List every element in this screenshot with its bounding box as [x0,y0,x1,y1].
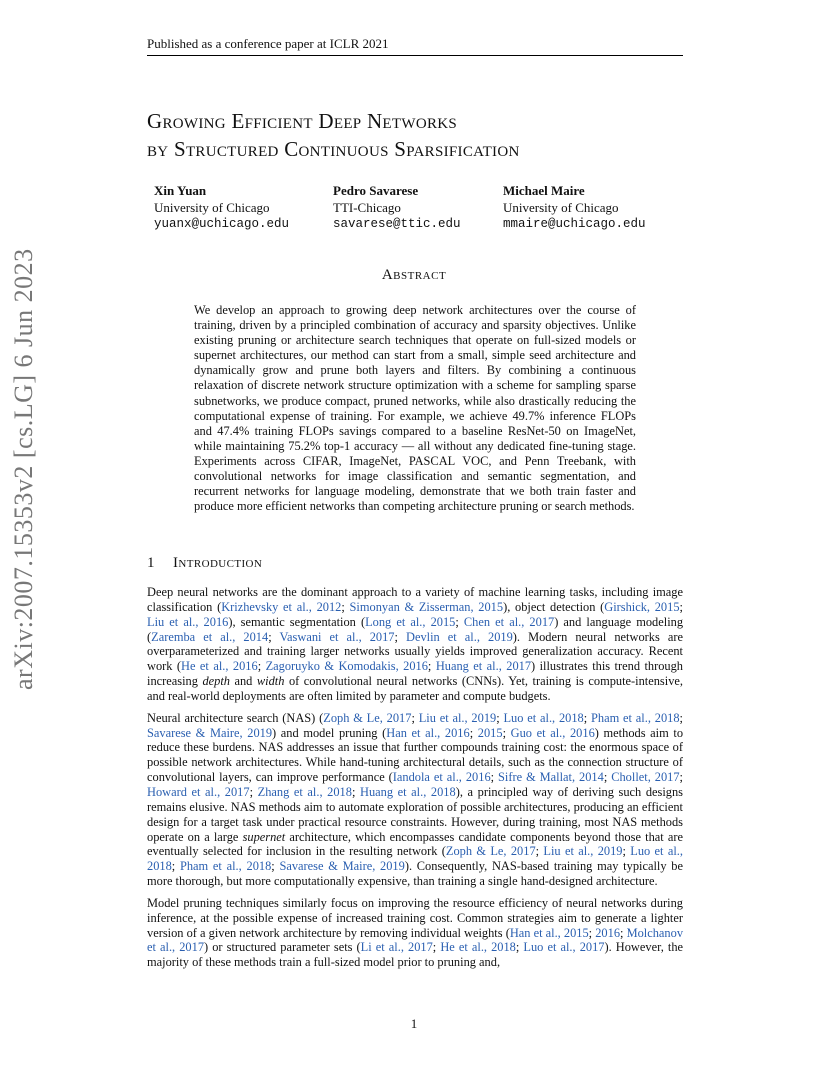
citation-link[interactable]: Zoph & Le, 2017 [323,710,412,725]
page-number: 1 [410,1016,418,1031]
arxiv-side-label[interactable]: arXiv:2007.15353v2 [cs.LG] 6 Jun 2023 [9,248,38,690]
body-text: ; [588,925,596,940]
body-text: ; [583,710,592,725]
body-text: ; [432,940,441,955]
citation-link[interactable]: Savarese & Maire, 2019 [147,725,273,740]
section-title: Introduction [173,555,263,571]
title-line-2: by Structured Continuous Sparsification [147,137,520,161]
body-text: architecture, which encompasses candidate components beyond those that are eventually selected for inclusion in the resulting network ( [147,829,683,859]
citation-link[interactable]: Luo et al., 2017 [523,940,605,955]
body-text: ; [515,940,524,955]
body-text: ). However, the majority of these methods train a full-sized model prior to pruning and, [147,940,684,970]
citation-link[interactable]: Long et al., 2015 [365,614,456,629]
citation-link[interactable]: Vaswani et al., 2017 [279,629,395,644]
emphasis-text: depth [202,674,230,689]
body-text: ; [171,859,180,874]
author-name: Xin Yuan [154,183,207,198]
citation-link[interactable]: Liu et al., 2019 [418,710,497,725]
title-line-1: Growing Efficient Deep Networks [147,109,458,133]
body-text: ; [341,599,350,614]
conference-header: Published as a conference paper at ICLR 2021 [147,36,683,56]
body-text: ). Consequently, NAS-based training may typically be more thorough, but more computationally expensive, than training a single hand-designed architecture. [147,859,683,889]
body-text: ; [351,784,360,799]
citation-link[interactable]: Li et al., 2017 [360,940,433,955]
body-text: ; [620,925,627,940]
citation-link[interactable]: He et al., 2016 [181,659,258,674]
emphasis-text: width [256,674,285,689]
abstract-text: We develop an approach to growing deep network architectures over the course of training, driven by a principled combination of accuracy and sparsity objectives. Unlike existing pruning or architecture search techniques that operate on full-sized models or supernet architectures, our method can start from a small, simple seed architecture and dynamically grow and prune both layers and filters. By combining a continuous relaxation of discrete network structure optimization with a scheme for sampling sparse subnetworks, we produce compact, pruned networks, while also drastically reducing the computational expense of training. For example, we achieve 49.7% inference FLOPs and 47.4% training FLOPs savings compared to a baseline ResNet-50 on ImageNet, while maintaining 75.2% top-1 accuracy — all without any dedicated fine-tuning stage. Experiments across CIFAR, ImageNet, PASCAL VOC, and Penn Treebank, with convolutional networks for image classification and semantic segmentation, and recurrent networks for language modeling, demonstrate that we both train faster and produce more efficient networks than competing architecture pruning or search methods. [194,303,636,514]
body-text: ) or structured parameter sets ( [204,940,361,955]
body-text: ; [502,725,511,740]
citation-link[interactable]: He et al., 2018 [440,940,516,955]
citation-link[interactable]: Molchanov et al., 2017 [147,925,684,955]
body-text: and [229,674,257,689]
citation-link[interactable]: 2016 [595,925,621,940]
body-text: ; [490,770,499,785]
citation-link[interactable]: Huang et al., 2017 [435,659,532,674]
citation-link[interactable]: Liu et al., 2016 [147,614,229,629]
citation-link[interactable]: Pham et al., 2018 [179,859,272,874]
author-name: Michael Maire [503,183,585,198]
body-text: ; [249,784,258,799]
body-text: ), object detection ( [503,599,605,614]
author-affiliation: TTI-Chicago [333,199,401,215]
body-text: ; [679,710,683,725]
author-affiliation: University of Chicago [154,199,270,215]
body-text: of convolutional neural networks (CNNs). Yet, training is compute-intensive, and real-world deployments are often limited by parameter and compute budgets. [147,674,683,703]
citation-link[interactable]: Zaremba et al., 2014 [151,629,269,644]
citation-link[interactable]: Han et al., 2016 [386,725,470,740]
intro-body [147,585,683,977]
body-text: ). Modern neural networks are overparameterized and training larger networks usually yields improved generalization accuracy. Recent work ( [147,629,683,674]
paragraph [147,585,683,704]
citation-link[interactable]: Guo et al., 2016 [510,725,595,740]
citation-link[interactable]: Zagoruyko & Komodakis, 2016 [265,659,428,674]
paragraph [147,896,683,970]
citation-link[interactable]: Liu et al., 2019 [543,844,623,859]
section-number: 1 [147,555,155,571]
author-name: Pedro Savarese [333,183,419,198]
body-text: ), semantic segmentation ( [228,614,366,629]
body-text: Neural architecture search (NAS) ( [147,710,324,725]
author-block-2 [333,183,461,233]
body-text: Deep neural networks are the dominant approach to a variety of machine learning tasks, including image classification ( [147,585,683,614]
citation-link[interactable]: Zoph & Le, 2017 [445,844,536,859]
citation-link[interactable]: Iandola et al., 2016 [392,770,491,785]
citation-link[interactable]: Zhang et al., 2018 [257,784,352,799]
citation-link[interactable]: Girshick, 2015 [604,599,680,614]
paragraph [147,711,683,889]
citation-link[interactable]: Luo et al., 2018 [147,844,683,874]
citation-link[interactable]: Chollet, 2017 [611,770,680,785]
body-text: ; [603,770,612,785]
citation-link[interactable]: Huang et al., 2018 [360,784,456,799]
paper-title [147,107,707,163]
section-heading [147,555,262,572]
body-text: ; [455,614,464,629]
author-affiliation: University of Chicago [503,199,619,215]
body-text: ), a principled way of deriving such designs remains elusive. NAS methods aim to automate exploration of possible architectures, producing an efficient design for a target task under practical resource constraints. However, during training, most NAS methods operate on a large [147,784,683,844]
body-text: ; [496,710,504,725]
body-text: ; [469,725,478,740]
body-text: ) and language modeling ( [147,614,684,644]
author-block-1 [154,183,289,233]
citation-link[interactable]: Devlin et al., 2019 [406,629,513,644]
citation-link[interactable]: Han et al., 2015 [509,925,589,940]
abstract-heading: Abstract [381,267,447,283]
body-text: ; [268,629,280,644]
body-text: ; [394,629,407,644]
body-text: ; [427,659,436,674]
body-text: Model pruning techniques similarly focus on improving the resource efficiency of neural networks during inference, at the possible expense of increased training cost. Common strategies aim to generate a lighter version of a given network architecture by removing individual weights ( [147,895,683,940]
body-text: ) and model pruning ( [272,725,387,740]
author-email[interactable]: mmaire@uchicago.edu [503,217,646,231]
citation-link[interactable]: 2015 [477,725,503,740]
body-text: ; [411,710,419,725]
emphasis-text: supernet [242,829,286,844]
citation-link[interactable]: Krizhevsky et al., 2012 [221,599,342,614]
body-text: ) illustrates this trend through increasing [147,659,684,689]
body-text: ; [271,859,280,874]
citation-link[interactable]: Chen et al., 2017 [463,614,555,629]
body-text: ; [679,770,683,785]
body-text: ; [257,659,266,674]
citation-link[interactable]: Pham et al., 2018 [591,710,680,725]
body-text: ; [622,844,631,859]
author-email[interactable]: savarese@ttic.edu [333,217,461,231]
citation-link[interactable]: Luo et al., 2018 [503,710,584,725]
author-email[interactable]: yuanx@uchicago.edu [154,217,290,231]
citation-link[interactable]: Simonyan & Zisserman, 2015 [349,599,504,614]
citation-link[interactable]: Sifre & Mallat, 2014 [498,770,604,785]
body-text: ; [679,599,683,614]
body-text: ) methods aim to reduce these burdens. NAS addresses an issue that further compounds training cost: the enormous space of possible network architectures. While hand-tuning architectural details, such as the connection structure of convolutional layers, can improve performance ( [147,725,684,785]
body-text: ; [535,844,544,859]
author-block-3 [503,183,646,233]
citation-link[interactable]: Savarese & Maire, 2019 [279,859,405,874]
citation-link[interactable]: Howard et al., 2017 [147,784,250,799]
